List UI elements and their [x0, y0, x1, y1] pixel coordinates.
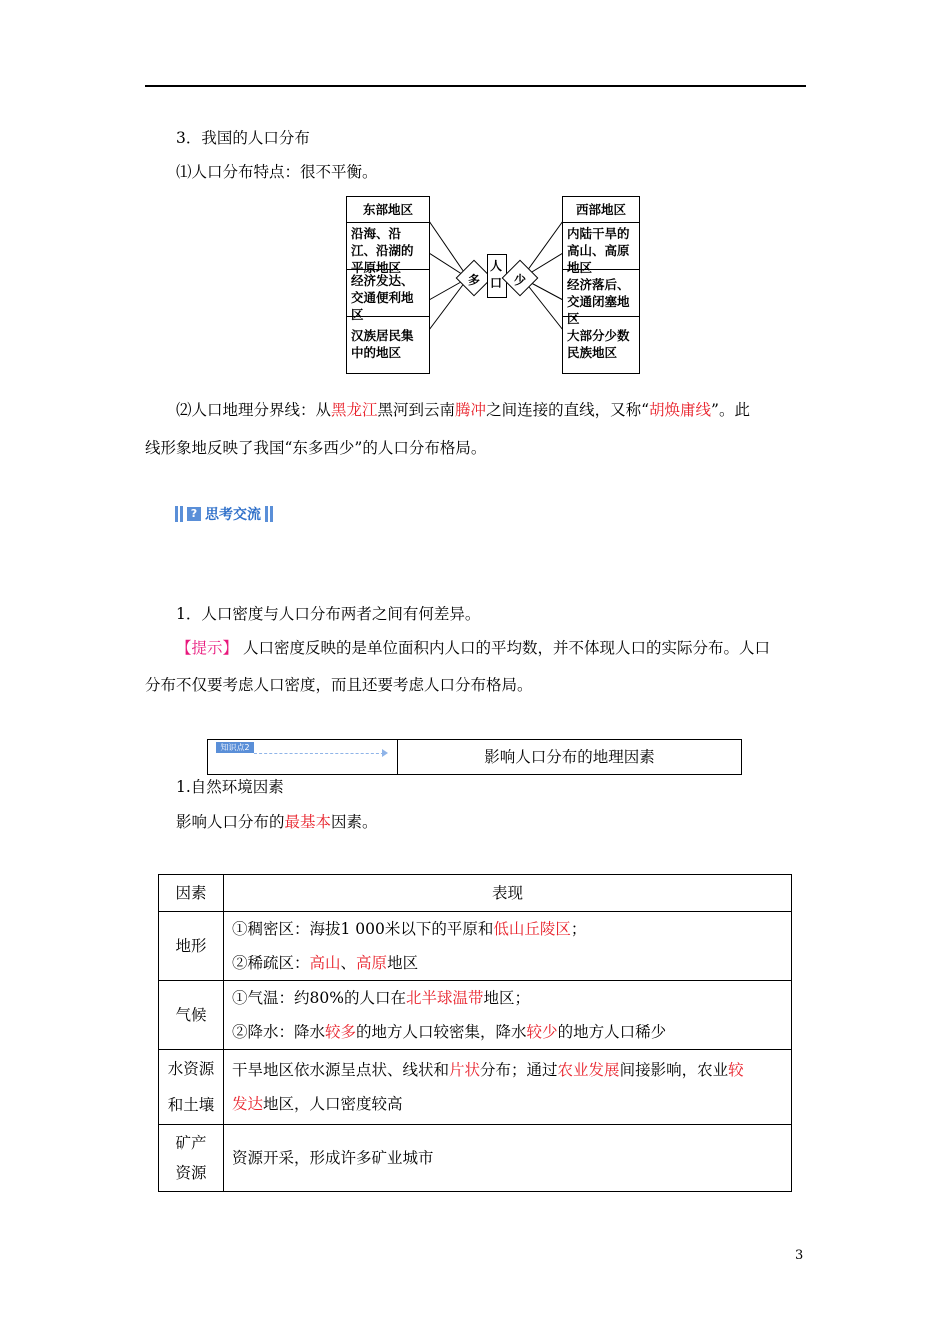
west-region-box: [562, 196, 640, 374]
nature-basic: 影响人口分布的最基本因素。: [176, 813, 378, 831]
table-row-climate: 气候 ①气温：约80%的人口在北半球温带地区； ②降水：降水较多的地方人口较密集，降水较少的地方人口稀少: [159, 981, 792, 1050]
few-label: 少: [514, 273, 527, 287]
population-label: 人口: [490, 259, 503, 290]
section-heading: 3．我国的人口分布: [176, 129, 310, 147]
boundary-line-text: ⑵人口地理分界线：从黑龙江黑河到云南腾冲之间连接的直线，又称“胡焕庸线”。此: [176, 401, 750, 419]
table-header-row: [159, 875, 792, 912]
east-region-box: [346, 196, 430, 374]
west-item-arid: 内陆干旱的高山、高原地区: [563, 222, 639, 269]
header-performance: 表现: [224, 875, 792, 912]
factors-table: [158, 874, 792, 1192]
hint: 【提示】 人口密度反映的是单位面积内人口的平均数，并不体现人口的实际分布。人口: [176, 639, 770, 657]
west-item-economy: 经济落后、交通闭塞地区: [563, 269, 639, 316]
page-number: 3: [795, 1248, 804, 1263]
knowledge-point-tag: 知识点2: [216, 742, 254, 753]
hint-label: 【提示】: [176, 639, 239, 657]
question-1: 1．人口密度与人口分布两者之间有何差异。: [176, 605, 481, 623]
many-label: 多: [468, 273, 481, 287]
hint-cont: 分布不仅要考虑人口密度，而且还要考虑人口分布格局。: [145, 676, 533, 694]
think-title: 思考交流: [205, 507, 261, 523]
nature-heading: 1.自然环境因素: [176, 778, 284, 796]
table-row-water-soil: 水资源 和土壤 干旱地区依水源呈点状、线状和片状分布；通过农业发展间接影响，农业较 发达地区，人口密度较高: [159, 1050, 792, 1125]
knowledge-point-title: 影响人口分布的地理因素: [484, 748, 655, 766]
east-title: 东部地区: [362, 202, 413, 217]
header-factor: 因素: [159, 875, 224, 912]
east-item-han: 汉族居民集中的地区: [347, 316, 429, 372]
knowledge-point-banner: [207, 739, 742, 775]
west-title: 西部地区: [575, 202, 626, 217]
table-row-terrain: 地形 ①稠密区：海拔1 000米以下的平原和低山丘陵区； ②稀疏区：高山、高原地区: [159, 912, 792, 981]
think-exchange-heading: [175, 504, 275, 524]
east-item-economy: 经济发达、交通便利地区: [347, 269, 429, 316]
east-item-plains: 沿海、沿江、沿湖的平原地区: [347, 222, 429, 269]
west-item-minority: 大部分少数民族地区: [563, 316, 639, 372]
arrow-right-icon: [382, 749, 388, 757]
question-icon: ?: [187, 507, 201, 521]
table-row-mineral: 矿产 资源 资源开采，形成许多矿业城市: [159, 1125, 792, 1192]
distribution-feature: ⑴人口分布特点：很不平衡。: [176, 163, 378, 181]
boundary-line-text-cont: 线形象地反映了我国“东多西少”的人口分布格局。: [145, 439, 487, 457]
header-rule: [145, 85, 806, 87]
